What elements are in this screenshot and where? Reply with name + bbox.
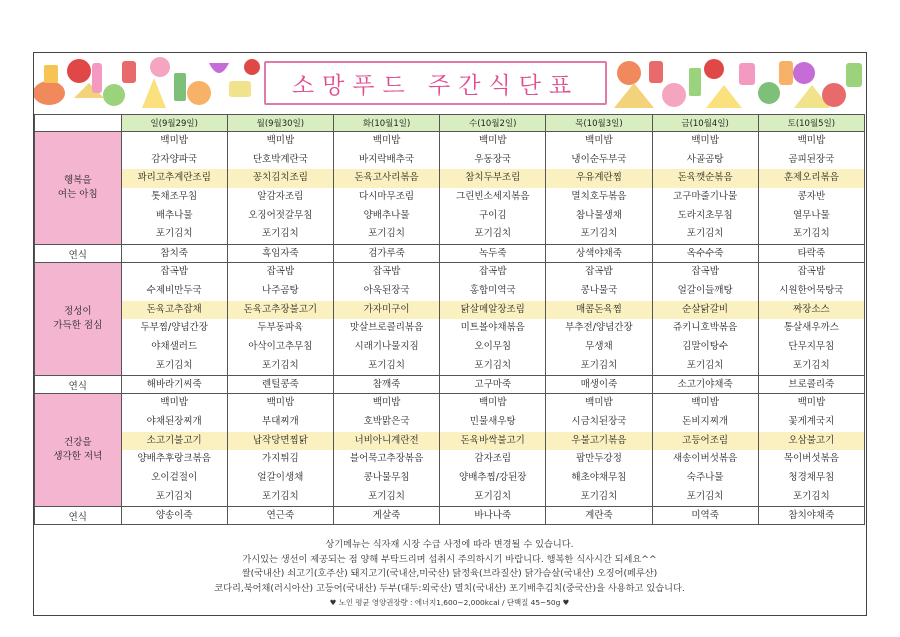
day-header-row <box>35 115 865 132</box>
dish-item: 부추전/양념간장 <box>565 322 633 334</box>
meal-day-cell <box>758 132 864 245</box>
dish-item: 잡곡밥 <box>691 266 719 278</box>
dish-item: 백미밥 <box>797 135 826 146</box>
snack-item: 참치죽 <box>121 245 227 263</box>
weekly-menu-table <box>34 114 865 525</box>
meal-day-cell <box>440 394 546 507</box>
dish-item: 돈육고추잡채 <box>122 301 227 320</box>
day-header: 토(10월5일) <box>758 115 864 132</box>
dish-item: 아삭이고추무침 <box>248 340 313 352</box>
dish-item: 두부동파육 <box>257 322 304 334</box>
meal-day-cell <box>227 394 333 507</box>
dish-item: 꽁치김치조림 <box>228 169 333 188</box>
dish-item: 포기김치 <box>368 228 405 240</box>
dish-item: 포기김치 <box>686 228 724 240</box>
dish-item: 미트볼야채볶음 <box>460 322 525 334</box>
dish-item: 아욱된장국 <box>363 284 410 296</box>
meal-row <box>35 263 865 376</box>
dish-item: 우불고기볶음 <box>546 432 651 451</box>
dish-item: 통살새우까스 <box>783 322 839 334</box>
meal-day-cell <box>227 132 333 245</box>
title-box <box>264 61 607 105</box>
snack-row <box>35 507 865 525</box>
dish-item: 백미밥 <box>160 135 188 146</box>
header-banner <box>34 53 865 114</box>
snack-label: 연식 <box>35 245 122 263</box>
dish-item: 고등어조림 <box>653 432 758 451</box>
meal-day-cell <box>440 132 546 245</box>
dish-item: 포기김치 <box>793 228 830 240</box>
day-header: 일(9월29일) <box>121 115 227 132</box>
dish-item: 야채샐러드 <box>151 340 198 352</box>
dish-item: 포기김치 <box>474 359 512 371</box>
dish-item: 잡곡밥 <box>266 266 295 278</box>
snack-item: 브로콜리죽 <box>758 376 864 394</box>
footer-origin: 쌀(국내산) 쇠고기(호주산) 돼지고기(국내산,미국산) 닭정육(브라질산) 닭가슴살(국내산) 오징어(페루산) <box>241 568 658 579</box>
snack-item: 미역죽 <box>652 507 758 525</box>
dish-item: 참치두부조림 <box>440 169 545 188</box>
corner-cell <box>35 115 122 132</box>
meal-day-cell <box>652 132 758 245</box>
snack-row <box>35 245 865 263</box>
dish-item: 단무지무침 <box>788 340 835 352</box>
dish-item: 도라지초무침 <box>677 209 733 221</box>
footer-nutrition: ♥ 노인 평균 영양권장량 : 에너지1,600~2,000kcal / 단백질 45~50g ♥ <box>329 598 570 607</box>
dish-item: 얼갈이생채 <box>257 472 304 483</box>
dish-item: 참나물생채 <box>575 209 622 221</box>
dish-item: 꽃게계국지 <box>788 415 835 427</box>
footer-note: 가시있는 생선이 제공되는 점 양해 부탁드리며 섭취시 주의하시기 바랍니다. 행복한 식사시간 되세요^^ <box>242 553 657 565</box>
day-header: 수(10월2일) <box>440 115 546 132</box>
footer-origin: 코다리,북어채(러시아산) 고등어(국내산) 두부(대두:외국산) 멸치(국내산) 포기배추김치(중국산)을 사용하고 있습니다. <box>214 582 685 594</box>
snack-label: 연식 <box>35 507 122 525</box>
meal-label: 행복을 여는 아침 <box>35 132 122 245</box>
meal-row <box>35 132 865 245</box>
dish-item: 포기김치 <box>368 490 405 502</box>
dish-item: 나주곰탕 <box>262 284 299 296</box>
dish-item: 꽈리고추계란조림 <box>122 169 227 188</box>
dish-item: 콩나물무침 <box>363 472 410 483</box>
dish-item: 사골곰탕 <box>686 153 724 165</box>
dish-item: 백미밥 <box>478 397 507 409</box>
dish-item: 팝만두강정 <box>575 453 622 465</box>
dish-item: 무생채 <box>585 340 613 352</box>
dish-item: 잡곡밥 <box>797 266 826 278</box>
snack-label: 연식 <box>35 376 122 394</box>
day-header: 목(10월3일) <box>546 115 652 132</box>
dish-item: 잡곡밥 <box>478 266 507 278</box>
dish-item: 돈육고사리볶음 <box>334 169 439 188</box>
snack-item: 흑임자죽 <box>227 245 333 263</box>
dish-item: 포기김치 <box>155 359 193 371</box>
dish-item: 가자미구이 <box>334 301 439 320</box>
dish-item: 포기김치 <box>155 228 193 240</box>
dish-item: 시금치된장국 <box>571 415 627 427</box>
dish-item: 부대찌개 <box>262 415 299 427</box>
dish-item: 백미밥 <box>266 135 295 146</box>
snack-item: 참깨죽 <box>333 376 439 394</box>
dish-item: 포기김치 <box>686 359 724 371</box>
dish-item: 곰피된장국 <box>788 153 835 165</box>
dish-item: 오삼불고기 <box>759 432 864 451</box>
dish-item: 잡곡밥 <box>160 266 188 278</box>
day-header: 화(10월1일) <box>333 115 439 132</box>
meal-row <box>35 394 865 507</box>
snack-row <box>35 376 865 394</box>
dish-item: 백미밥 <box>585 397 613 409</box>
snack-item: 소고기야채죽 <box>652 376 758 394</box>
snack-item: 해바라기씨죽 <box>121 376 227 394</box>
dish-item: 돈육고추장불고기 <box>228 301 333 320</box>
dish-item: 너비아니계란전 <box>334 432 439 451</box>
dish-item: 포기김치 <box>262 490 299 502</box>
snack-item: 렌틸콩죽 <box>227 376 333 394</box>
dish-item: 포기김치 <box>474 490 512 502</box>
dish-item: 오징어젓갈무침 <box>248 209 313 221</box>
dish-item: 감자양파국 <box>151 153 198 165</box>
dish-item: 양배추후랑크볶음 <box>137 453 211 465</box>
snack-item: 계란죽 <box>546 507 652 525</box>
dish-item: 양배추나물 <box>363 209 410 221</box>
snack-item: 매생이죽 <box>546 376 652 394</box>
dish-item: 블어묵고추장볶음 <box>349 453 424 465</box>
snack-item: 녹두죽 <box>440 245 546 263</box>
meal-label: 정성이 가득한 점심 <box>35 263 122 376</box>
dish-item: 해초야채무침 <box>571 472 627 483</box>
meal-label: 건강을 생각한 저녁 <box>35 394 122 507</box>
dish-item: 김말이탕수 <box>682 340 729 352</box>
dish-item: 포기김치 <box>686 490 724 502</box>
menu-sheet <box>33 52 867 616</box>
dish-item: 소고기불고기 <box>122 432 227 451</box>
dish-item: 목이버섯볶음 <box>783 453 839 465</box>
dish-item: 시원한어묵탕국 <box>779 284 844 296</box>
footer-notes <box>34 534 865 611</box>
dish-item: 백미밥 <box>585 135 613 146</box>
dish-item: 우동장국 <box>474 153 512 165</box>
dish-item: 다시마무조림 <box>359 191 415 203</box>
dish-item: 바지락배추국 <box>359 153 415 165</box>
meal-day-cell <box>121 394 227 507</box>
dish-item: 냉이순두부국 <box>571 153 627 165</box>
dish-item: 쥬키니호박볶음 <box>673 322 738 334</box>
dish-item: 백미밥 <box>797 397 826 409</box>
dish-item: 새송이버섯볶음 <box>673 453 738 465</box>
snack-item: 참치야채죽 <box>758 507 864 525</box>
dish-item: 단호박계란국 <box>252 153 308 165</box>
dish-item: 순살닭갈비 <box>653 301 758 320</box>
dish-item: 구이김 <box>478 209 507 221</box>
meal-day-cell <box>121 132 227 245</box>
dish-item: 포기김치 <box>793 490 830 502</box>
dish-item: 열무나물 <box>793 209 830 221</box>
meal-day-cell <box>652 394 758 507</box>
snack-item: 고구마죽 <box>440 376 546 394</box>
snack-item: 타락죽 <box>758 245 864 263</box>
dish-item: 콩나물국 <box>580 284 618 296</box>
dish-item: 포기김치 <box>262 228 299 240</box>
dish-item: 포기김치 <box>368 359 405 371</box>
dish-item: 오이무침 <box>474 340 512 352</box>
dish-item: 민물새우탕 <box>469 415 516 427</box>
meal-day-cell <box>546 263 652 376</box>
dish-item: 포기김치 <box>262 359 299 371</box>
dish-item: 수제비만두국 <box>146 284 202 296</box>
dish-item: 납작당면찜닭 <box>228 432 333 451</box>
dish-item: 짜장소스 <box>759 301 864 320</box>
dish-item: 백미밥 <box>372 135 401 146</box>
dish-item: 포기김치 <box>580 490 618 502</box>
dish-item: 콩자반 <box>797 191 826 203</box>
dish-item: 맛살브로콜리볶음 <box>349 322 424 334</box>
snack-item: 바나나죽 <box>440 507 546 525</box>
dish-item: 가지튀김 <box>262 453 299 465</box>
dish-item: 야채된장찌개 <box>146 415 202 427</box>
dish-item: 백미밥 <box>266 397 295 409</box>
meal-day-cell <box>333 132 439 245</box>
dish-item: 톳채조무침 <box>151 191 198 203</box>
meal-day-cell <box>758 394 864 507</box>
dish-item: 백미밥 <box>160 397 188 409</box>
dish-item: 훈제오리볶음 <box>759 169 864 188</box>
dish-item: 양배추찜/강된장 <box>459 472 527 483</box>
dish-item: 포기김치 <box>793 359 830 371</box>
dish-item: 숙주나물 <box>686 472 724 483</box>
dish-item: 돈비지찌개 <box>682 415 729 427</box>
dish-item: 호박맑은국 <box>363 415 410 427</box>
dish-item: 잡곡밥 <box>372 266 401 278</box>
dish-item: 그린빈소세지볶음 <box>456 191 530 203</box>
dish-item: 오이겉절이 <box>151 472 198 483</box>
day-header: 월(9월30일) <box>227 115 333 132</box>
meal-day-cell <box>546 132 652 245</box>
dish-item: 배추나물 <box>155 209 193 221</box>
dish-item: 멸치호두볶음 <box>571 191 627 203</box>
dish-item: 고구마줄기나물 <box>673 191 738 203</box>
snack-item: 양송이죽 <box>121 507 227 525</box>
dish-item: 백미밥 <box>691 135 719 146</box>
dish-item: 포기김치 <box>474 228 512 240</box>
dish-item: 포기김치 <box>155 490 193 502</box>
page-title: 소망푸드 주간식단표 <box>291 72 580 99</box>
dish-item: 백미밥 <box>691 397 719 409</box>
meal-day-cell <box>333 394 439 507</box>
day-header: 금(10월4일) <box>652 115 758 132</box>
dish-item: 홍합미역국 <box>469 284 516 296</box>
dish-item: 매콤돈육찜 <box>546 301 651 320</box>
snack-item: 검가루죽 <box>333 245 439 263</box>
dish-item: 포기김치 <box>580 228 618 240</box>
snack-item: 상색야채죽 <box>546 245 652 263</box>
meal-day-cell <box>758 263 864 376</box>
dish-item: 두부찜/양념간장 <box>140 322 208 334</box>
snack-item: 연근죽 <box>227 507 333 525</box>
dish-item: 닭살메알장조림 <box>440 301 545 320</box>
dish-item: 청경채무침 <box>788 472 835 483</box>
meal-day-cell <box>121 263 227 376</box>
menu-body <box>35 132 865 525</box>
dish-item: 돈육깻순볶음 <box>653 169 758 188</box>
dish-item: 알감자조림 <box>257 191 304 203</box>
dish-item: 돈육바싹불고기 <box>440 432 545 451</box>
footer-note: 상기메뉴는 식자재 시장 수급 사정에 따라 변경될 수 있습니다. <box>325 539 574 550</box>
meal-day-cell <box>440 263 546 376</box>
snack-item: 게살죽 <box>333 507 439 525</box>
meal-day-cell <box>227 263 333 376</box>
meal-day-cell <box>652 263 758 376</box>
snack-item: 옥수수죽 <box>652 245 758 263</box>
dish-item: 백미밥 <box>478 135 507 146</box>
meal-day-cell <box>546 394 652 507</box>
dish-item: 감자조림 <box>474 453 512 465</box>
dish-item: 잡곡밥 <box>585 266 613 278</box>
dish-item: 시래기나물지짐 <box>354 340 419 352</box>
dish-item: 백미밥 <box>372 397 401 409</box>
meal-day-cell <box>333 263 439 376</box>
dish-item: 얼갈이들깨탕 <box>677 284 733 296</box>
dish-item: 우유계란찜 <box>546 169 651 188</box>
dish-item: 포기김치 <box>580 359 618 371</box>
